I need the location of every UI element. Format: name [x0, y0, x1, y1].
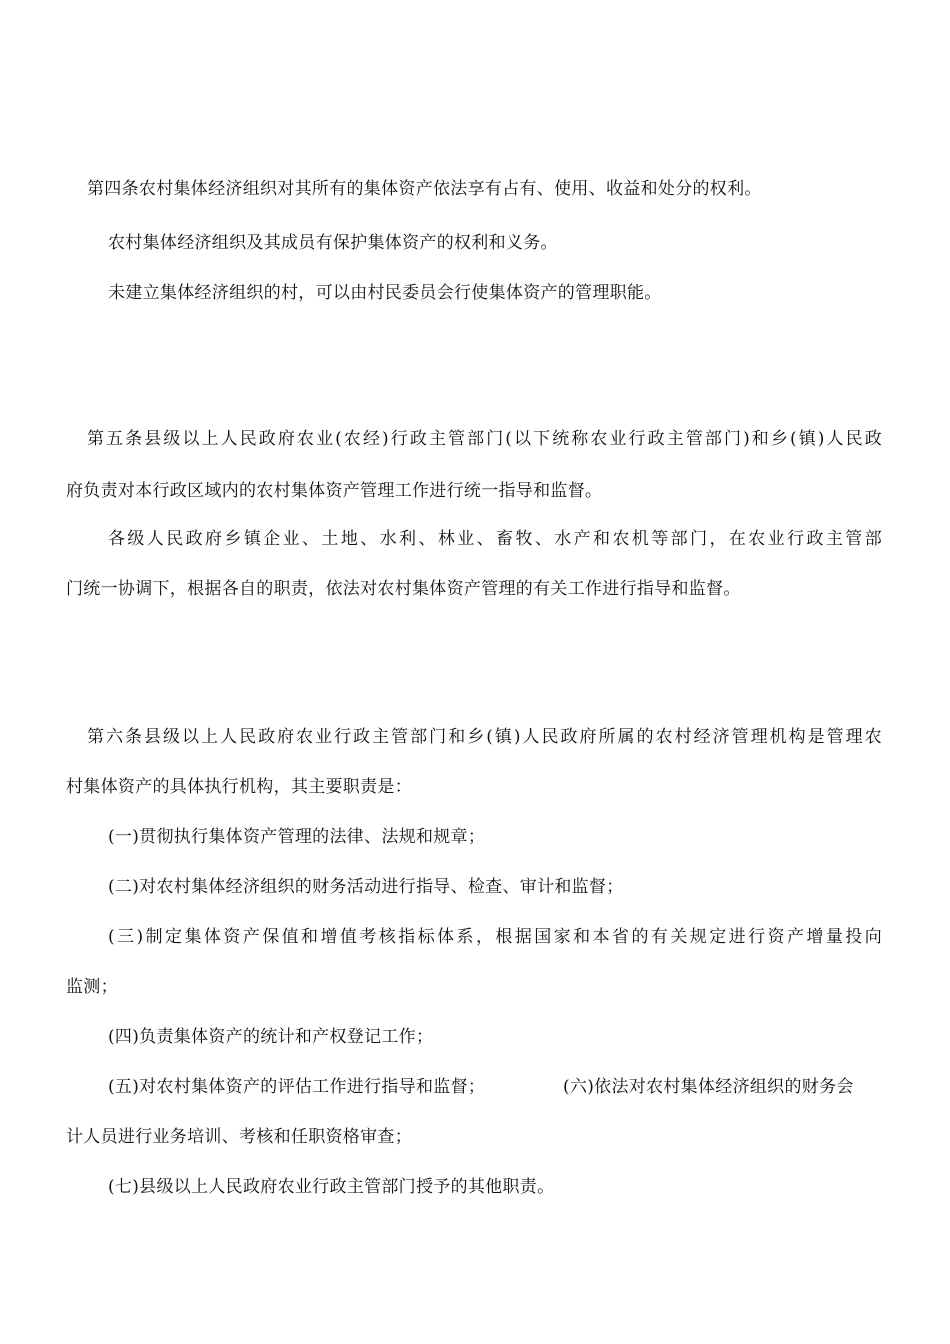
article-5-line-2: 府负责对本行政区域内的农村集体资产管理工作进行统一指导和监督。 [66, 481, 603, 501]
article-6-line-1: 第六条县级以上人民政府农业行政主管部门和乡(镇)人民政府所属的农村经济管理机构是管理农 [87, 727, 882, 747]
article-5-paragraph-2-line-1: 各级人民政府乡镇企业、土地、水利、林业、畜牧、水产和农机等部门，在农业行政主管部 [108, 529, 882, 549]
article-6-line-2: 村集体资产的具体执行机构，其主要职责是： [66, 777, 412, 797]
article-6-item-6-line-1: (六)依法对农村集体经济组织的财务会 [563, 1077, 854, 1097]
article-6-item-5: (五)对农村集体资产的评估工作进行指导和监督； [108, 1077, 486, 1097]
article-6-item-4: (四)负责集体资产的统计和产权登记工作； [108, 1027, 434, 1047]
article-5-line-1: 第五条县级以上人民政府农业(农经)行政主管部门(以下统称农业行政主管部门)和乡(镇)人民政 [87, 429, 882, 449]
article-6-item-3-line-1: (三)制定集体资产保值和增值考核指标体系，根据国家和本省的有关规定进行资产增量投向 [108, 927, 882, 947]
article-6-item-7: (七)县级以上人民政府农业行政主管部门授予的其他职责。 [108, 1177, 555, 1197]
article-5-paragraph-2-line-2: 门统一协调下，根据各自的职责，依法对农村集体资产管理的有关工作进行指导和监督。 [66, 579, 741, 599]
article-4-paragraph-3: 未建立集体经济组织的村，可以由村民委员会行使集体资产的管理职能。 [108, 283, 662, 303]
article-4-paragraph-2: 农村集体经济组织及其成员有保护集体资产的权利和义务。 [108, 233, 558, 253]
article-4-line-1: 第四条农村集体经济组织对其所有的集体资产依法享有占有、使用、收益和处分的权利。 [87, 179, 762, 199]
article-6-item-2: (二)对农村集体经济组织的财务活动进行指导、检查、审计和监督； [108, 877, 624, 897]
article-6-item-3-line-2: 监测； [66, 977, 118, 997]
article-6-item-6-line-2: 计人员进行业务培训、考核和任职资格审查； [66, 1127, 412, 1147]
article-6-item-1: (一)贯彻执行集体资产管理的法律、法规和规章； [108, 827, 486, 847]
